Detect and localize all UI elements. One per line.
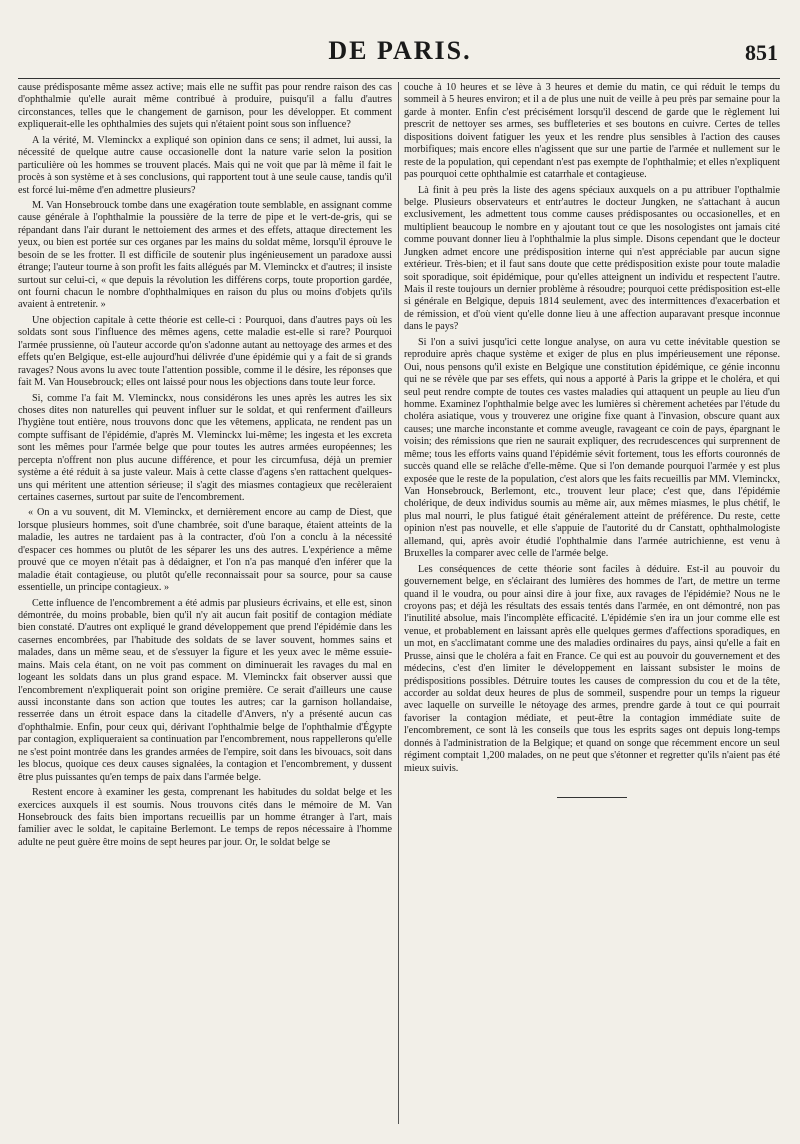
page-number: 851 <box>745 40 778 65</box>
left-paragraph-5: Si, comme l'a fait M. Vleminckx, nous considérons les unes après les autres les six choses dites non naturelles qui peuvent influer sur le soldat, et qui renferment d'ailleurs l'hygiène tout entière, nous trouvons donc que les vêtemens, applicata, ne rendent pas un compte suffisant de l'épidémie, d'après M. Vleminckx lui-même; les ingesta et les excreta sont les mêmes pour l'armée belge que pour toutes les autres armées européennes; les percepta n'offrent non plus aucune différence, et pour les circumfusa, déjà un premier système a été réduit à sa juste valeur. Mais à cette classe d'agens s'en rattachent quelques-uns qui méritent une attention sérieuse; il s'agit des miasmes contagieux que recèleraient certaines casernes, surtout par suite de l'encombrement. <box>18 392 392 503</box>
left-paragraph-7: Cette influence de l'encombrement a été admis par plusieurs écrivains, et elle est, sinon démontrée, du moins probable, bien qu'il n'y ait aucun fait positif de contagion médiate bien constaté. D'autres ont expliqué le grand développement que prend l'épidémie dans les casernes encombrées, par l'habitude des soldats de se laver souvent, hommes sains et malades, dans un même seau, et de s'essuyer la figure et les yeux avec le même essuie-mains. Mais cela étant, on ne voit pas comment on diminuerait les ravages du mal en logeant les soldats dans un plus grand espace. M. Vleminckx fait observer aussi que l'encombrement n'expliquerait point son origine première. Ce serait d'ailleurs une cause aussi inconstante dans son action que toutes les autres; car la garnison hollandaise, resserrée dans un étroit espace dans la citadelle d'Anvers, n'y a présenté aucun cas d'ophthalmie. Enfin, pour ceux qui, dérivant l'ophthalmie belge de l'ophthalmie d'Égypte par contagion, expliqueraient sa continuation par l'encombrement, nous rappellerons qu'elle ne s'est point montrée dans les grandes armées de l'empire, soit dans les bivouacs, soit dans les blocus, quoique ces deux causes signalées, la contagion et l'encombrement, y dussent être plus puissantes qu'en temps de paix dans l'armée belge. <box>18 597 392 783</box>
header-rule <box>18 78 780 79</box>
right-paragraph-4: Les conséquences de cette théorie sont faciles à déduire. Est-il au pouvoir du gouvernement belge, en s'éclairant des lumières des hommes de l'art, de mettre un terme quand il le voudra, ou pour ainsi dire à jour fixe, aux ravages de l'épidémie? Nous ne le croyons pas; et déjà les résultats des essais tentés dans l'armée, en ont démontré, non pas l'inutilité absolue, mais l'incomplète efficacité. L'épidémie s'en ira un jour comme elle est venue, et probablement en laissant après elle quelques germes d'affections sporadiques, en un mot, en s'acclimatant comme une des maladies ordinaires du pays, ainsi qu'elle a fait en Prusse, ainsi que le choléra a fait en France. Ce qui est au pouvoir du gouvernement et des médecins, c'est d'en limiter le développement en laissant subsister le moins de prédispositions possibles. Détruire toutes les causes de compression du cou et de la tête, accorder au soldat deux heures de plus de sommeil, suspendre pour un temps la rigueur avec laquelle on surveille le nétoyage des armes, prendre garde à tout ce qui pourrait favoriser la contagion médiate, et peut-être la contagion immédiate suite de l'encombrement, ce sont là les conseils que tous les esprits sages ont depuis long-temps donnés à l'administration de la Belgique; et quand on songe que récemment encore un seul régiment comptait 1,200 malades, on ne peut que s'étonner et regretter qu'ils n'aient pas été mieux suivis. <box>404 563 780 774</box>
right-paragraph-1: couche à 10 heures et se lève à 3 heures et demie du matin, ce qui réduit le temps du sommeil à 5 heures environ; et il a de plus une nuit de veille à peu près par semaine pour la garde à monter. Enfin c'est précisément lorsqu'il descend de garde que le règlement lui prescrit de nettoyer ses armes, ses buffleteries et ses boutons en cuivre. Certes de telles dispositions doivent fatiguer les yeux et les rendre plus sensibles à l'action des causes morbifiques; mais encore elles n'agissent que sur une partie de l'armée et nullement sur le reste de la population, qui cependant n'est pas exempte de l'ophthalmie; et elles n'expliquent pas pourquoi cette ophthalmie est catarrhale et contagieuse. <box>404 82 780 181</box>
right-paragraph-3: Si l'on a suivi jusqu'ici cette longue analyse, on aura vu cette inévitable question se reproduire après chaque système et exiger de plus en plus impérieusement une réponse. Oui, nous pensons qu'il existe en Belgique une constitution épidémique, ce génie inconnu qui ne se révèle que par ses effets, qui nous a apporté à Paris la grippe et le choléra, et qui seul peut rendre compte de toutes ces vastes maladies qui attaquent un peuple au lieu d'un homme. Examinez l'ophthalmie belge avec les lumières si chèrement achetées par l'étude du choléra asiatique, vous y trouverez une origine fixe quant à l'invasion, obscure quant aux causes; une marche inconstante et comme aveugle, ravageant ce coin de pays, épargnant le voisin; des rémissions que rien ne saurait expliquer, des recrudescences qui surprennent de même; tous les efforts vains quand l'épidémie sévit fortement, tous les efforts couronnés de succès quand elle se relâche d'elle-même. Que si l'on demande pourquoi l'armée y est plus exposée que le reste de la population, c'est alors que les faits recueillis par MM. Vleminckx, Van Honsebrouck, Berlemont, etc., trouvent leur place; c'est que, dans l'épidémie cholérique, de deux individus soumis au même air, aux mêmes miasmes, le plus chétif, le plus mal nourri, le plus fatigué était généralement atteint de préférence. Du reste, cette opinion n'est pas nouvelle, et elle s'appuie de l'autorité du dr Canstatt, ophthalmologiste allemand, qui, après avoir étudié l'ophthalmie dans l'armée autrichienne, est venu à Bruxelles la comparer avec celle de l'armée belge. <box>404 336 780 560</box>
right-column <box>404 82 780 1136</box>
left-paragraph-6: « On a vu souvent, dit M. Vleminckx, et dernièrement encore au camp de Diest, que lorsque plusieurs hommes, soit d'une chambrée, soit d'une baraque, étaient atteints de la maladie, les autres ne tardaient pas à la contracter, d'où l'on a conclu à la nécessité d'espacer ces hommes ou plutôt de les séparer les uns des autres. L'expérience a même prouvé que ce moyen n'était pas à dédaigner, et l'on n'a pas manqué d'en inférer que la maladie était contagieuse, ou plutôt qu'elle reconnaissait pour sa source, pour sa cause essentielle, un principe contagieux. » <box>18 507 392 594</box>
left-paragraph-3: M. Van Honsebrouck tombe dans une exagération toute semblable, en assignant comme cause générale à l'ophthalmie la poussière de la terre de pipe et le vert-de-gris, qui se répandant dans l'air durant le nettoiement des armes et des effets, attaque directement les yeux, ou bien est portée sur ces organes par les mains du soldat même, lorsqu'il éprouve le besoin de se les frotter. Il est difficile de soutenir plus ingénieusement un paradoxe aussi étrange; l'auteur tourne à son profit les faits allégués par M. Vleminckx et d'autres; il insiste surtout sur celui-ci, « que depuis la révolution les différens corps, toute proportion gardée, ont fourni chacun le nombre d'ophthalmiques en raison du plus ou moins d'objets qu'ils avaient à entretenir. » <box>18 199 392 311</box>
left-paragraph-2: A la vérité, M. Vleminckx a expliqué son opinion dans ce sens; il admet, lui aussi, la nécessité de quelque autre cause occasionelle dont la nature varie selon la position particulière où les hommes se trouvent placés. Mais qui ne voit que par là même il fait le procès à son système et à ses conclusions, qui rapportent tout à une seule cause, tandis qu'il est forcé lui-même d'en admettre plusieurs? <box>18 134 392 196</box>
left-paragraph-4: Une objection capitale à cette théorie est celle-ci : Pourquoi, dans d'autres pays où les soldats sont sous l'influence des mêmes agens, cette maladie est-elle si rare? Pourquoi l'armée prussienne, où l'auteur accorde qu'on s'adonne autant au nettoyage des armes et des effets qu'en Belgique, est-elle aujourd'hui délivrée d'une épidémie qui y a fait de si grands ravages? Nous avons lu avec toute l'attention possible, comme il le désire, les réponses que fait M. Van Housebrouck; elles ont laissé pour nous les objections dans toute leur force. <box>18 314 392 389</box>
right-paragraph-2: Là finit à peu près la liste des agens spéciaux auxquels on a pu attribuer l'opthalmie belge. Plusieurs observateurs et entr'autres le docteur Jungken, ne s'attachant à aucun exclusivement, les admettent tous comme causes prédisposantes ou occasionelles, et en multiplient beaucoup le nombre en y ajoutant tout ce que les nosologistes ont jamais cité comme pouvant donner lieu à l'ophthalmie la plus simple. Disons cependant que le docteur Jungken admet encore une prédisposition interne qui n'est appréciable par aucun signe extérieur. Très-bien; et il faut sans doute que cette prédisposition existe pour toute maladie soit sporadique, soit épidémique, pour qu'elles atteignent un individu et respectent l'autre. Mais il reste toujours un dernier problème à résoudre; pourquoi cette prédisposition est-elle si générale en Belgique, depuis 1814 seulement, avec des intermittences d'exacerbation et de rémission, et d'où vient qu'elle donne lieu à une affection auparavant presque inconnue dans le pays? <box>404 184 780 333</box>
left-paragraph-8: Restent encore à examiner les gesta, comprenant les habitudes du soldat belge et les exercices auxquels il est soumis. Nous trouvons cités dans le mémoire de M. Van Honsebrouck des faits bien importans recueillis par un homme étranger à l'art, mais familier avec le soldat, le capitaine Berlemont. Le temps de repos nécessaire à l'homme adulte ne peut guère être moins de sept heures par jour. Or, le soldat belge se <box>18 787 392 848</box>
end-rule <box>557 797 627 798</box>
running-title: DE PARIS. <box>328 36 472 65</box>
column-divider <box>398 82 399 1124</box>
page-header <box>0 0 800 72</box>
left-paragraph-1: cause prédisposante même assez active; mais elle ne suffit pas pour rendre raison des cas d'ophthalmie qu'elle aurait même contribué à produire, puisqu'il a fallu d'autres circonstances, telles que le changement de garnison, pour les développer. Et comment expliquerait-elle les ophthalmies des sujets qui n'étaient point sous son influence? <box>18 82 392 131</box>
left-column <box>18 82 392 1136</box>
